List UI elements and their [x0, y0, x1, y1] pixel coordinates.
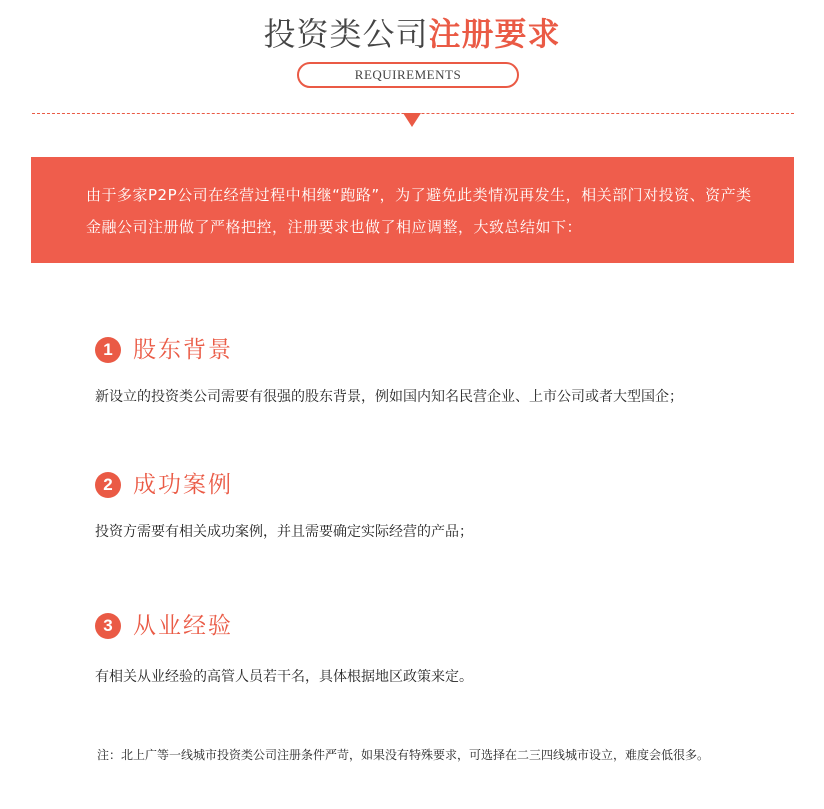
number-badge-icon: 3: [95, 613, 121, 639]
section-header: [95, 469, 795, 501]
page-title-plain: 投资类公司: [263, 15, 429, 53]
intro-banner: [31, 157, 794, 263]
intro-text: 由于多家P2P公司在经营过程中相继“跑路”，为了避免此类情况再发生，相关部门对投资、资产类金融公司注册做了严格把控，注册要求也做了相应调整，大致总结如下：: [86, 186, 752, 236]
number-badge-icon: 2: [95, 472, 121, 498]
number-badge-icon: 1: [95, 337, 121, 363]
section-title: 成功案例: [133, 472, 233, 498]
page-title-accent: 注册要求: [428, 15, 561, 53]
section-title: 从业经验: [133, 613, 233, 639]
requirements-subtitle-pill: REQUIREMENTS: [297, 62, 519, 88]
section-body: 新设立的投资类公司需要有很强的股东背景，例如国内知名民营企业、上市公司或者大型国企；: [95, 389, 683, 405]
section-shareholder-background: [95, 334, 795, 408]
down-arrow-icon: [403, 113, 421, 127]
section-header: [95, 334, 795, 366]
footnote: 注：北上广等一线城市投资类公司注册条件严苛，如果没有特殊要求，可选择在二三四线城市设立，难度会低很多。: [97, 748, 710, 762]
section-title: 股东背景: [133, 337, 233, 363]
section-body: 有相关从业经验的高管人员若干名，具体根据地区政策来定。: [95, 669, 473, 685]
page-title: [0, 12, 824, 56]
section-body: 投资方需要有相关成功案例，并且需要确定实际经营的产品；: [95, 524, 473, 540]
section-success-cases: [95, 469, 795, 543]
section-header: [95, 610, 795, 642]
section-industry-experience: [95, 610, 795, 688]
